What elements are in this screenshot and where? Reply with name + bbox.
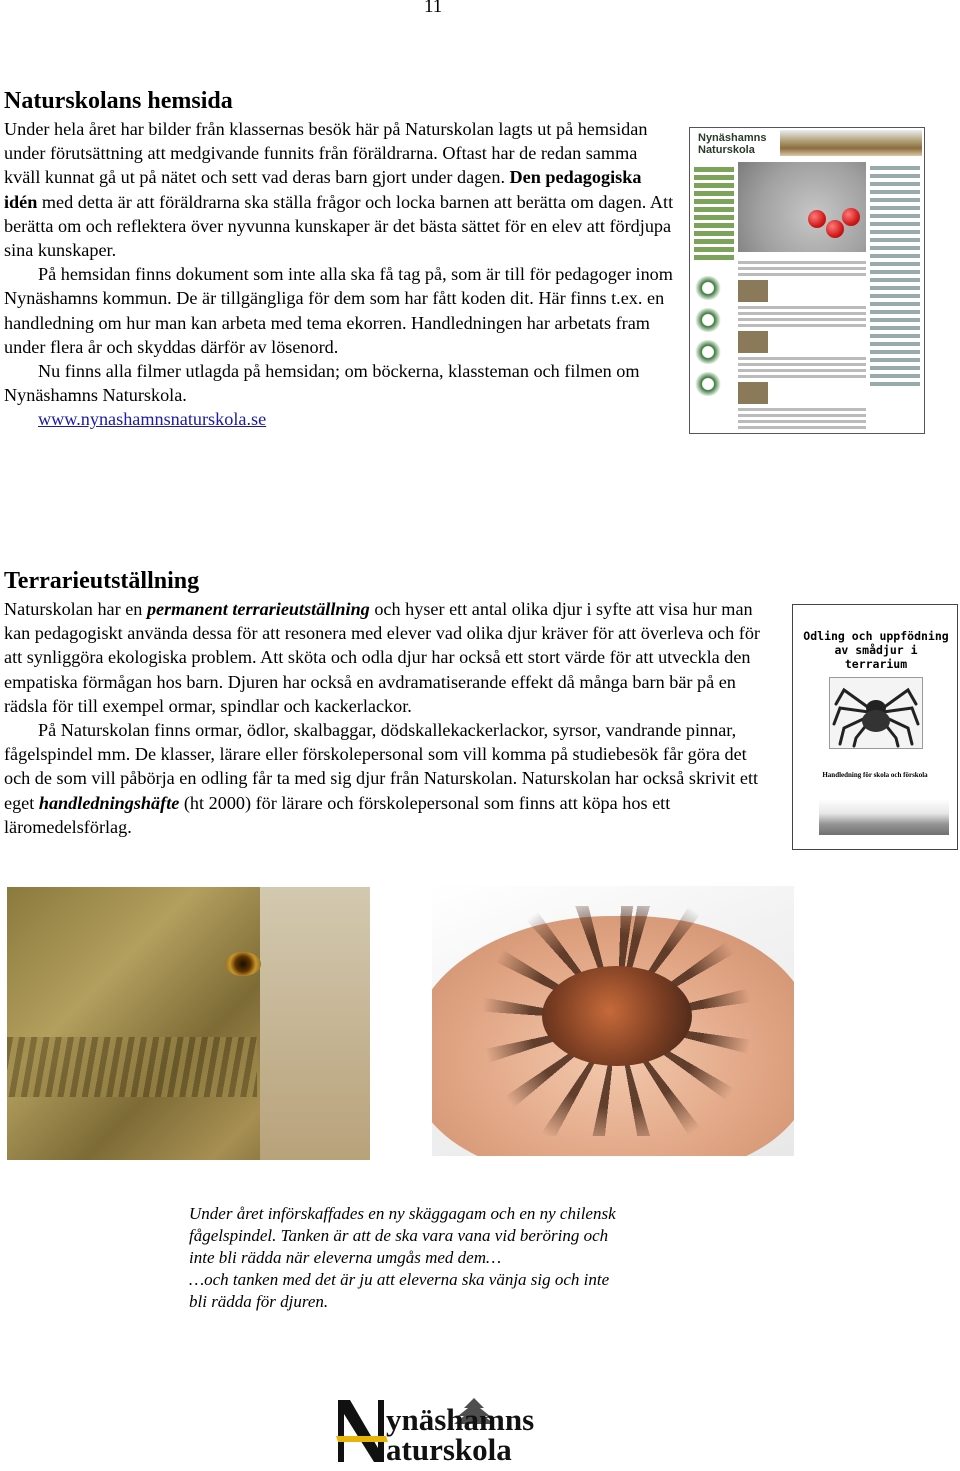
booklet-subtitle: Handledning för skola och förskola — [822, 771, 928, 779]
header-banner — [780, 130, 922, 156]
terrarie-body — [4, 597, 764, 839]
page-number: 11 — [424, 0, 443, 17]
tarantula-photo — [432, 886, 794, 1156]
nav-column — [694, 164, 734, 263]
frozen-berries-photo — [738, 162, 866, 252]
bold-term: Den pedagogiska idén — [4, 167, 642, 212]
caption-text: …och tanken med det är ju att eleverna ska vänja sig och inte bli rädda för djuren. — [189, 1270, 610, 1311]
text-span: Under hela året har bilder från klassernas besök här på Naturskolan lagts ut på hemsidan under förutsättning att medgivande funnits från föräldrarna. Oftast har de redan samma kväll kunnat gå ut på nätet och sett vad deras barn gjort under dagen. — [4, 119, 648, 188]
section-heading-hemsida: Naturskolans hemsida — [4, 88, 233, 114]
spider-illustration — [829, 677, 923, 749]
text-span: och hyser ett antal olika djur i syfte att visa hur man kan pedagogiskt använda dessa för att resonera med elever vad olika djur kräver för att överleva och för att synliggöra ekologiska problem. Att sköta och odla djur har också ett stort värde för att utveckla den empatiska förmågan hos barn. Djuren har också en avdramatiserande effekt då många barn bär på en rädsla för till exempel ormar, spindlar och kackerlackor. — [4, 599, 760, 716]
text-span: (ht 2000) för lärare och förskolepersonal som finns att köpa hos ett läromedelsförlag. — [4, 792, 671, 837]
text-span: med detta är att föräldrarna ska ställa frågor och locka barnen att berätta om dagen. Att berätta om och reflektera över nyvunna kunskaper är det bästa sättet för en elev att fördjupa sina kunskaper. — [4, 191, 674, 261]
website-link[interactable]: www.nynashamnsnaturskola.se — [38, 409, 267, 430]
hemsida-paragraph-1 — [4, 117, 676, 262]
hemsida-body — [4, 117, 676, 432]
logo-line-2: aturskola — [386, 1432, 512, 1466]
hemsida-paragraph-3: Nu finns alla filmer utlagda på hemsidan; om böckerna, klassteman och filmen om Nynäshamns Naturskola. — [4, 361, 640, 406]
website-screenshot-image — [689, 127, 925, 434]
booklet-title: Odling och uppfödning av smådjur i terrarium — [803, 629, 949, 671]
booklet-logo — [819, 799, 949, 835]
website-logo — [698, 132, 778, 160]
bold-italic-term: handledningshäfte — [38, 792, 180, 813]
logo-line-1: ynäshamns — [386, 1402, 535, 1437]
section-heading-terrarie: Terrarieutställning — [4, 568, 200, 594]
side-column — [870, 162, 920, 390]
caption-text: Under året införskaffades en ny skäggagam och en ny chilensk fågelspindel. Tanken är att de ska vara vana vid beröring och inte bli rädda när eleverna umgås med dem… — [189, 1204, 616, 1267]
logo-column — [694, 268, 730, 404]
bold-italic-term: permanent terrarieutställning — [146, 599, 370, 619]
photo-caption — [189, 1203, 629, 1313]
terrarie-paragraph-2 — [4, 718, 764, 839]
logo-text: Naturskola — [698, 144, 755, 156]
naturskola-logo — [334, 1396, 544, 1466]
hemsida-paragraph-2: På hemsidan finns dokument som inte alla ska få tag på, som är till för pedagoger inom Nynäshamns kommun. De är tillgängliga för dem som har fått koden dit. Här finns t.ex. en handledning om hur man kan arbeta med tema ekorren. Handledningen har arbetats fram under flera år och skyddas därför av lösenord. — [4, 264, 673, 357]
content-column — [738, 258, 866, 434]
terrarie-paragraph-1 — [4, 597, 764, 718]
booklet-cover-image — [792, 604, 958, 850]
bearded-dragon-photo — [7, 887, 370, 1160]
text-span: Naturskolan har en — [4, 599, 147, 619]
logo-text: Nynäshamns — [698, 132, 767, 144]
lizard-eye — [225, 952, 261, 976]
text-span: På Naturskolan finns ormar, ödlor, skalbaggar, dödskallekackerlackor, syrsor, vandrande pinnar, fågelspindel mm. De klasser, lärare eller förskolepersonal som vill komma på studiebesök får göra det och de som vill påbörja en odling får ta med sig djur från Naturskolan. Naturskolan har också skrivit ett eget — [4, 720, 759, 813]
